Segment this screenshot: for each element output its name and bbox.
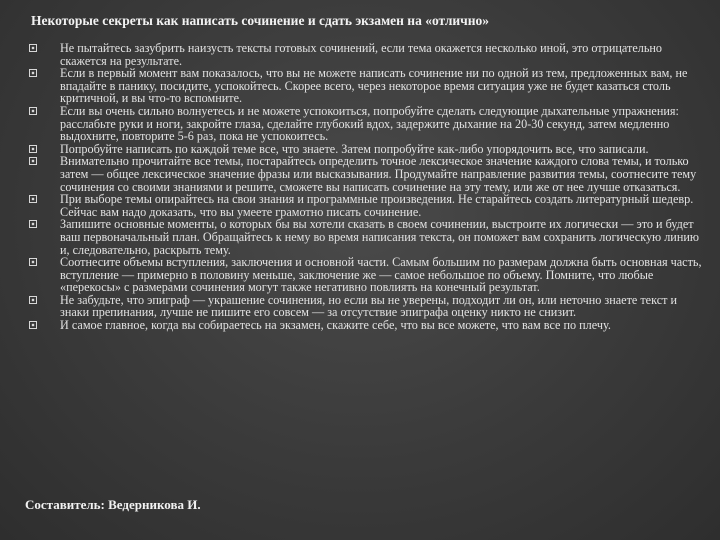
list-item [25, 319, 705, 332]
list-item [25, 155, 705, 193]
list-item-text: Соотнесите объемы вступления, заключения и основной части. Самым большим по размерам должна быть основная часть, вступление — примерно в половину меньше, заключение же — самое небольшое по объему. Помните, что любые «перекосы» с размерами сочинения могут также негативно повлиять на конечный результат. [60, 255, 702, 295]
square-bullet-icon [29, 157, 37, 165]
list-item [25, 294, 705, 319]
list-item-text: Попробуйте написать по каждой теме все, что знаете. Затем попробуйте как-либо упорядочить все, что записали. [60, 141, 649, 156]
square-bullet-icon [29, 258, 37, 266]
list-item-text: Не забудьте, что эпиграф — украшение сочинения, но если вы не уверены, подходит ли он, или неточно знаете текст и знаки препинания, лучше не пишите его совсем — за отсутствие эпиграфа оценку никто не снизит. [60, 292, 678, 320]
list-item-text: Не пытайтесь зазубрить наизусть тексты готовых сочинений, если тема окажется несколько иной, это отрицательно скажется на результате. [60, 41, 662, 68]
list-item-text: При выборе темы опирайтесь на свои знания и программные произведения. Не старайтесь создать литературный шедевр. Сейчас вам надо доказать, что вы умеете грамотно писать сочинение. [60, 192, 694, 219]
list-item [25, 42, 705, 67]
tips-list [25, 42, 705, 332]
square-bullet-icon [29, 195, 37, 203]
list-item-text: Запишите основные моменты, о которых бы вы хотели сказать в своем сочинении, выстроите их логически — это и будет ваш первоначальный план. Обращайтесь к нему во время написания текста, он поможет вам сохранить логическую линию и, следовательно, раскрыть тему. [60, 217, 699, 257]
list-item-text: Внимательно прочитайте все темы, постарайтесь определить точное лексическое значение каждого слова темы, и только затем — общее лексическое значение фразы или высказывания. Продумайте направление развития темы, соотнесите тему сочинения со своими знаниями и решите, сможете вы написать сочинение на эту тему, или же от нее лучше отказаться. [60, 154, 697, 194]
square-bullet-icon [29, 321, 37, 329]
list-item [25, 105, 705, 143]
square-bullet-icon [29, 145, 37, 153]
square-bullet-icon [29, 296, 37, 304]
list-item [25, 67, 705, 105]
square-bullet-icon [29, 107, 37, 115]
square-bullet-icon [29, 69, 37, 77]
square-bullet-icon [29, 44, 37, 52]
slide-title: Некоторые секреты как написать сочинение и сдать экзамен на «отлично» [31, 13, 490, 28]
list-item-text: Если вы очень сильно волнуетесь и не можете успокоиться, попробуйте сделать следующие дыхательные упражнения: расслабьте руки и ноги, закройте глаза, сделайте глубокий вдох, задержите дыхание на 20-30 секунд, затем медленно выдохните, повторите 5-6 раз, пока не успокоитесь. [60, 103, 679, 144]
square-bullet-icon [29, 220, 37, 228]
list-item [25, 256, 705, 294]
list-item-text: И самое главное, когда вы собираетесь на экзамен, скажите себе, что вы все можете, что вам все по плечу. [60, 318, 611, 333]
author-credit: Составитель: Ведерникова И. [25, 497, 201, 512]
list-item [25, 193, 705, 218]
list-item [25, 218, 705, 256]
list-item-text: Если в первый момент вам показалось, что вы не можете написать сочинение ни по одной из тем, предложенных вам, не впадайте в панику, посидите, успокойтесь. Скорее всего, через некоторое время ситуация уже не будет казаться столь критичной, и вы что-то вспомните. [60, 66, 688, 106]
